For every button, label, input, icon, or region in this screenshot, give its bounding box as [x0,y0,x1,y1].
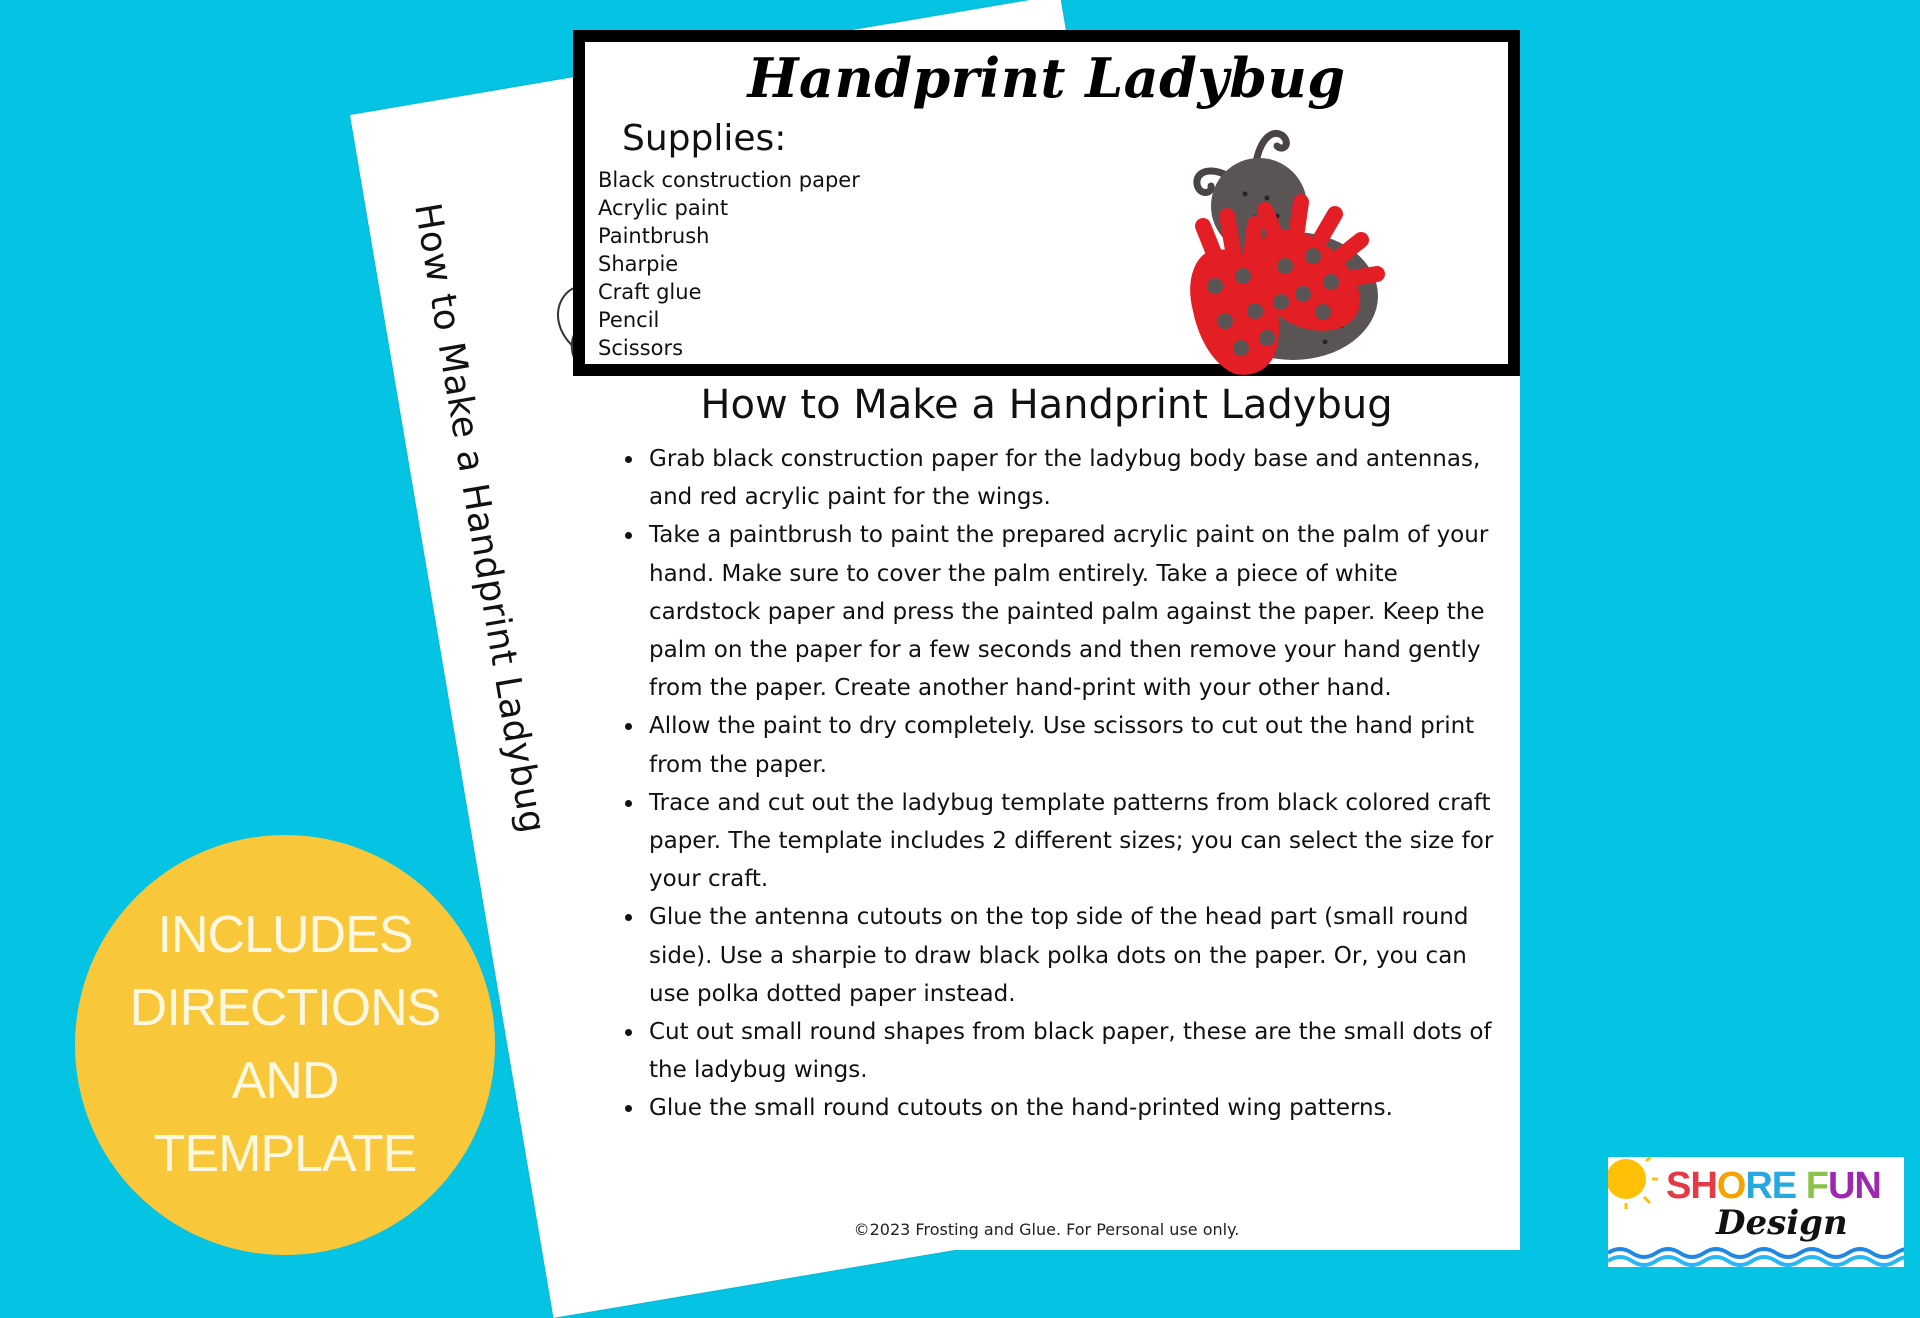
badge-line: TEMPLATE [153,1125,417,1183]
instruction-step: • Allow the paint to dry completely. Use scissors to cut out the hand print from the paper. [645,707,1505,783]
copyright-footer: ©2023 Frosting and Glue. For Personal use only. [853,1220,1240,1239]
header-box [573,30,1520,376]
supply-item: Black construction paper [598,168,860,192]
badge-line: AND [231,1052,339,1110]
logo-line1: SHORE FUN [1666,1165,1881,1207]
instruction-step: • Glue the antenna cutouts on the top side of the head part (small round side). Use a sharpie to draw black polka dots on the paper. Or, you can use polka dotted paper instead. [645,898,1505,1013]
badge-line: DIRECTIONS [129,979,441,1037]
supply-item: Acrylic paint [598,196,729,220]
shore-fun-design-logo [1608,1157,1904,1267]
template-page-title: How to Make a Handprint Ladybug [406,200,554,837]
ladybug-craft-image [1155,106,1415,376]
supplies-heading: Supplies: [622,118,787,159]
supply-item: Pencil [598,308,660,332]
supplies-list [598,166,860,362]
logo-line2: Design [1716,1203,1848,1243]
instruction-step: • Cut out small round shapes from black paper, these are the small dots of the ladybug wings. [645,1013,1505,1089]
instruction-step: • Take a paintbrush to paint the prepared acrylic paint on the palm of your hand. Make sure to cover the palm entirely. Take a piece of white cardstock paper and press the painted palm against the paper. Keep the palm on the paper for a few seconds and then remove your hand gently from the paper. Create another hand-print with your other hand. [645,516,1505,707]
page-title: Handprint Ladybug [747,46,1346,110]
instructions-title: How to Make a Handprint Ladybug [700,382,1393,428]
supply-item: Scissors [598,336,684,360]
instruction-step: • Grab black construction paper for the ladybug body base and antennas, and red acrylic paint for the wings. [645,440,1505,516]
instruction-step: • Trace and cut out the ladybug template patterns from black colored craft paper. The template includes 2 different sizes; you can select the size for your craft. [645,784,1505,899]
badge-line: INCLUDES [157,906,413,964]
supply-item: Craft glue [598,280,702,304]
instructions-list [623,440,1505,1128]
instruction-page [573,30,1520,1250]
supply-item: Paintbrush [598,224,710,248]
instruction-step: • Glue the small round cutouts on the hand-printed wing patterns. [645,1089,1505,1127]
includes-badge [75,835,495,1255]
supply-item: Sharpie [598,252,679,276]
